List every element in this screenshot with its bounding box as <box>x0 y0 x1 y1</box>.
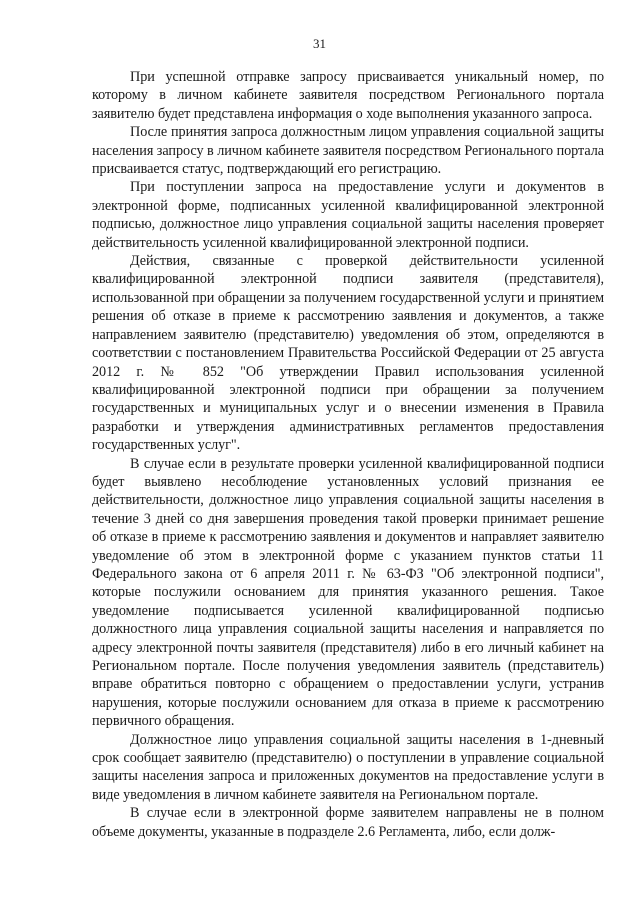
document-body <box>92 68 604 841</box>
paragraph: При поступлении запроса на предоставление услуги и документов в электронной форме, подписанных усиленной квалифицированной электронной подписью, должностное лицо управления социальной защиты населения проверяет действительность усиленной квалифицированной электронной подписи. <box>92 179 604 251</box>
paragraph: Действия, связанные с проверкой действительности усиленной квалифицированной электронной подписи заявителя (представителя), использованной при обращении за получением государственной услуги и принятием решения об отказе в приеме к рассмотрению заявления и документов, а также направлением заявителю (представителю) уведомления об этом, определяются в соответствии с постановлением Правительства Российской Федерации от 25 августа 2012 г. № 852 "Об утверждении Правил использования усиленной квалифицированной электронной подписи при обращении за получением государственных и муниципальных услуг и о внесении изменения в Правила разработки и утверждения административных регламентов предоставления государственных услуг". <box>92 253 604 454</box>
paragraph: В случае если в электронной форме заявителем направлены не в полном объеме документы, указанные в подразделе 2.6 Регламента, либо, если долж- <box>92 805 604 840</box>
paragraph: При успешной отправке запросу присваивается уникальный номер, по которому в личном кабинете заявителя посредством Регионального портала заявителю будет представлена информация о ходе выполнения указанного запроса. <box>92 69 604 122</box>
page-number: 31 <box>313 36 326 51</box>
paragraph: Должностное лицо управления социальной защиты населения в 1-дневный срок сообщает заявителю (представителю) о поступлении в управление социальной защиты населения запроса и приложенных документов на предоставление услуги в виде уведомления в личном кабинете заявителя на Региональном портале. <box>92 731 604 803</box>
paragraph: В случае если в результате проверки усиленной квалифицированной подписи будет выявлено несоблюдение установленных условий признания ее действительности, должностное лицо управления социальной защиты населения в течение 3 дней со дня завершения проведения такой проверки принимает решение об отказе в приеме к рассмотрению заявления и документов и направляет заявителю уведомление об этом в электронной форме с указанием пунктов статьи 11 Федерального закона от 6 апреля 2011 г. № 63-ФЗ "Об электронной подписи", которые послужили основанием для принятия указанного решения. Такое уведомление подписывается усиленной квалифицированной подписью должностного лица управления социальной защиты населения и направляется по адресу электронной почты заявителя (представителя) либо в его личный кабинет на Региональном портале. После получения уведомления заявитель (представитель) вправе обратиться повторно с обращением о предоставлении услуги, устранив нарушения, которые послужили основанием для отказа в приеме к рассмотрению первичного обращения. <box>92 455 604 730</box>
paragraph: После принятия запроса должностным лицом управления социальной защиты населения запросу в личном кабинете заявителя посредством Регионального портала присваивается статус, подтверждающий его регистрацию. <box>92 124 604 178</box>
